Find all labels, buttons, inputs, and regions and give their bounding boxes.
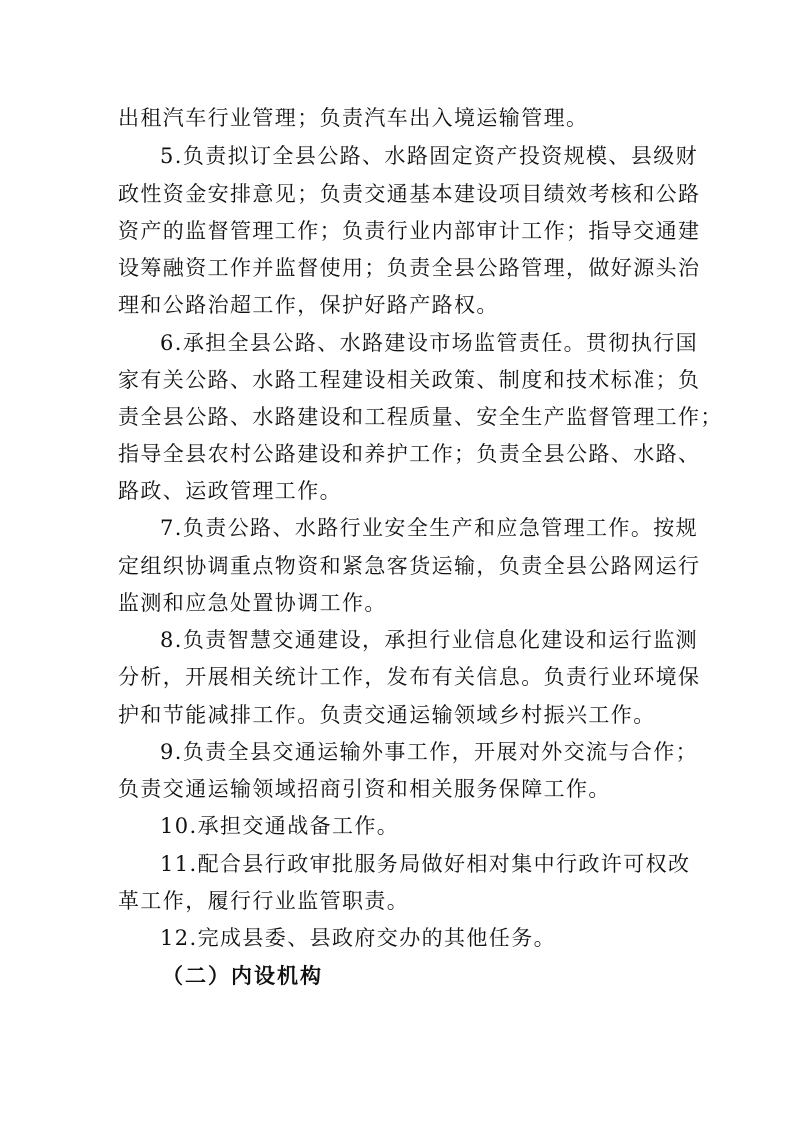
- text-line: 路政、运政管理工作。: [118, 479, 342, 503]
- text-line: 资产的监督管理工作；负责行业内部审计工作；指导交通建: [118, 219, 701, 243]
- text-line: 家有关公路、水路工程建设相关政策、制度和技术标准；负: [118, 368, 701, 392]
- text-line: 负责交通运输领域招商引资和相关服务保障工作。: [118, 777, 611, 801]
- text-line: 5.负责拟订全县公路、水路固定资产投资规模、县级财: [160, 144, 699, 168]
- text-line: 10.承担交通战备工作。: [160, 814, 400, 838]
- text-line: 8.负责智慧交通建设，承担行业信息化建设和运行监测: [160, 628, 699, 652]
- text-line: 11.配合县行政审批服务局做好相对集中行政许可权改: [160, 852, 691, 876]
- text-line: 监测和应急处置协调工作。: [118, 591, 387, 615]
- text-line: 政性资金安排意见；负责交通基本建设项目绩效考核和公路: [118, 182, 701, 206]
- text-line: 护和节能减排工作。负责交通运输领域乡村振兴工作。: [118, 703, 656, 727]
- text-line: 设筹融资工作并监督使用；负责全县公路管理，做好源头治: [118, 256, 701, 280]
- text-line: 出租汽车行业管理；负责汽车出入境运输管理。: [118, 106, 589, 130]
- text-line: 分析，开展相关统计工作，发布有关信息。负责行业环境保: [118, 665, 701, 689]
- section-heading: （二）内设机构: [162, 963, 323, 988]
- text-line: 革工作，履行行业监管职责。: [118, 889, 410, 913]
- text-line: 6.承担全县公路、水路建设市场监管责任。贯彻执行国: [160, 331, 699, 355]
- text-line: 定组织协调重点物资和紧急客货运输，负责全县公路网运行: [118, 554, 701, 578]
- text-line: 7.负责公路、水路行业安全生产和应急管理工作。按规: [160, 516, 699, 540]
- text-line: 理和公路治超工作，保护好路产路权。: [118, 293, 499, 317]
- text-line: 9.负责全县交通运输外事工作，开展对外交流与合作；: [160, 740, 699, 764]
- text-line: 责全县公路、水路建设和工程质量、安全生产监督管理工作；: [118, 405, 723, 429]
- text-line: 12.完成县委、县政府交办的其他任务。: [160, 926, 556, 950]
- text-line: 指导全县农村公路建设和养护工作；负责全县公路、水路、: [118, 442, 701, 466]
